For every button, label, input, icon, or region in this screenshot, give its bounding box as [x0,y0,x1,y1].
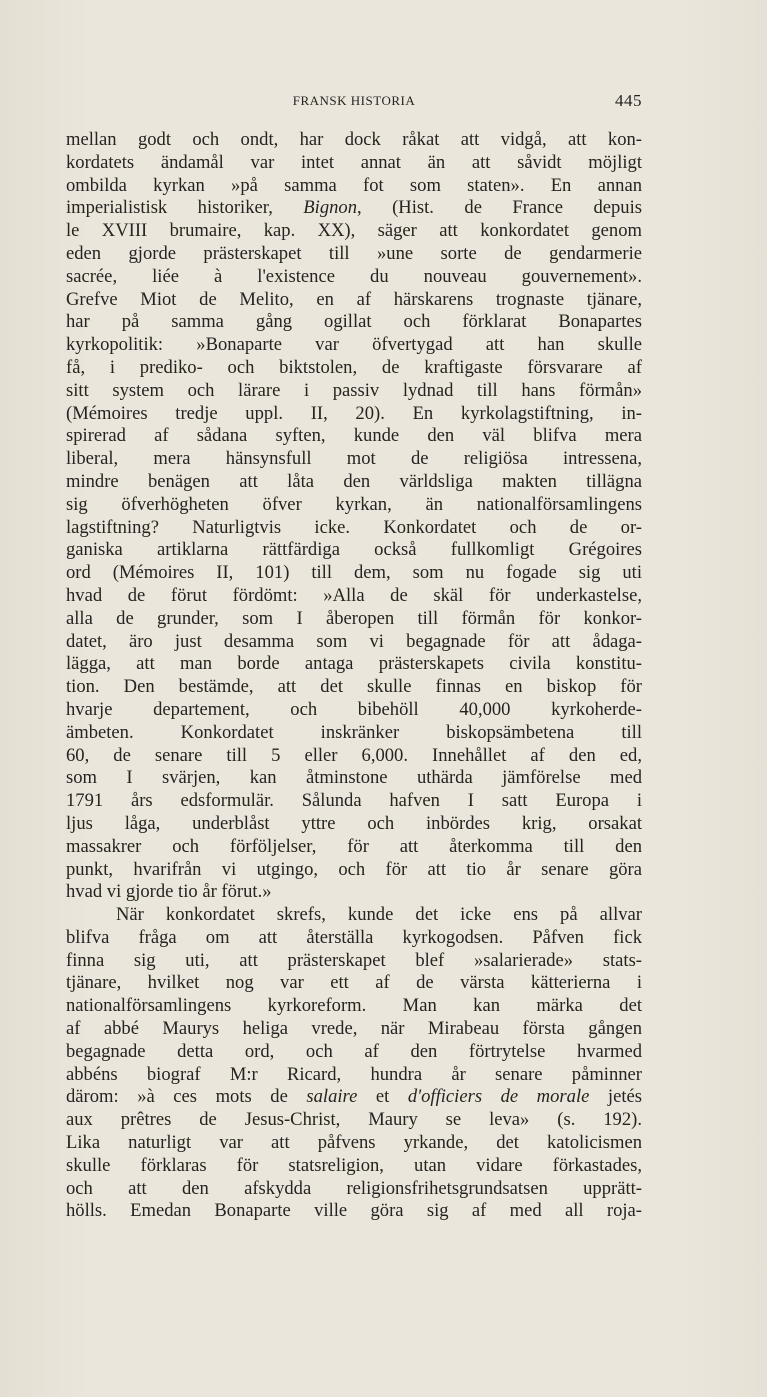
page-number: 445 [615,91,642,110]
text-line [66,197,642,220]
text-line: Grefve Miot de Melito, en af härskarens trognaste tjänare, [66,288,642,310]
text-line: mindre benägen att låta den världsliga makten tillägna [66,470,642,492]
italic-term: salaire [306,1086,358,1108]
page-header [66,91,642,111]
text-segment: et [357,1086,408,1108]
text-line: mellan godt och ondt, har dock råkat att vidgå, att kon- [66,129,642,150]
text-line [66,1086,642,1109]
italic-term: d'officiers de morale [407,1086,590,1108]
text-line: blifva fråga om att återställa kyrkogodsen. Påfven fick [66,926,642,948]
paragraph-start-line: När konkordatet skrefs, kunde det icke ens på allvar [116,904,642,926]
text-segment: imperialistisk historiker, [66,197,304,219]
text-line: tjänare, hvilket nog var ett af de värsta kätterierna i [66,972,642,994]
text-line: le XVIII brumaire, kap. XX), säger att konkordatet genom [66,220,642,242]
text-line: Lika naturligt var att påfvens yrkande, det katolicismen [66,1132,642,1154]
text-line: eden gjorde prästerskapet till »une sorte de gendarmerie [66,242,642,264]
text-line: ljus låga, underblåst yttre och inbördes krig, orsakat [66,812,642,834]
text-line: af abbé Maurys heliga vrede, när Mirabeau första gången [66,1018,642,1040]
text-line: kordatets ändamål var intet annat än att såvidt möjligt [66,151,642,173]
text-line: alla de grunder, som I åberopen till förmån för konkor- [66,607,642,629]
text-line: kyrkopolitik: »Bonaparte var öfvertygad att han skulle [66,334,642,356]
text-line: sitt system och lärare i passiv lydnad till hans förmån» [66,379,642,401]
text-line: och att den afskydda religionsfrihetsgrundsatsen upprätt- [66,1177,642,1199]
text-line: 1791 års edsformulär. Sålunda hafven I satt Europa i [66,790,642,812]
body-text [66,129,642,1223]
text-segment: jetés [589,1086,642,1108]
text-segment: , (Hist. de France depuis [357,197,642,219]
text-line: lagstiftning? Naturligtvis icke. Konkordatet och de or- [66,516,642,538]
text-line: ord (Mémoires II, 101) till dem, som nu fogade sig uti [66,562,642,584]
text-line: ombilda kyrkan »på samma fot som staten». En annan [66,174,642,196]
text-line: sacrée, liée à l'existence du nouveau gouvernement». [66,265,642,287]
running-title: FRANSK HISTORIA [292,93,416,108]
text-line: sig öfverhögheten öfver kyrkan, än nationalförsamlingens [66,493,642,515]
italic-name: Bignon [303,197,358,219]
text-line: abbéns biograf M:r Ricard, hundra år senare påminner [66,1063,642,1085]
text-line: hvarje departement, och bibehöll 40,000 kyrkoherde- [66,698,642,720]
text-line: skulle förklaras för statsreligion, utan vidare förkastades, [66,1154,642,1176]
text-line: 60, de senare till 5 eller 6,000. Innehållet af den ed, [66,744,642,766]
text-line: lägga, att man borde antaga prästerskapets civila konstitu- [66,653,642,675]
text-line: datet, äro just desamma som vi begagnade för att ådaga- [66,630,642,652]
text-segment: därom: »à ces mots de [66,1086,307,1108]
text-line: hölls. Emedan Bonaparte ville göra sig af med all roja- [66,1200,642,1222]
text-line: få, i prediko- och biktstolen, de kraftigaste försvarare af [66,356,642,378]
text-line: tion. Den bestämde, att det skulle finnas en biskop för [66,676,642,698]
text-line: har på samma gång ogillat och förklarat Bonapartes [66,311,642,333]
text-line: liberal, mera hänsynsfull mot de religiösa intressena, [66,448,642,470]
text-line: spirerad af sådana syften, kunde den väl blifva mera [66,425,642,447]
text-line: hvad de förut fördömt: »Alla de skäl för underkastelse, [66,584,642,606]
text-line: begagnade detta ord, och af den förtrytelse hvarmed [66,1040,642,1062]
text-line: som I svärjen, kan åtminstone uthärda jämförelse med [66,767,642,789]
text-line: aux prêtres de Jesus-Christ, Maury se leva» (s. 192). [66,1109,642,1131]
text-line: (Mémoires tredje uppl. II, 20). En kyrkolagstiftning, in- [66,402,642,424]
text-line: nationalförsamlingens kyrkoreform. Man kan märka det [66,995,642,1017]
text-line: ganiska artiklarna rättfärdiga också fullkomligt Grégoires [66,539,642,561]
text-line: finna sig uti, att prästerskapet blef »salarierade» stats- [66,949,642,971]
text-line: hvad vi gjorde tio år förut.» [66,881,272,903]
text-line: punkt, hvarifrån vi utgingo, och för att tio år senare göra [66,858,642,880]
text-line: massakrer och förföljelser, för att återkomma till den [66,835,642,857]
text-line: ämbeten. Konkordatet inskränker biskopsämbetena till [66,721,642,743]
